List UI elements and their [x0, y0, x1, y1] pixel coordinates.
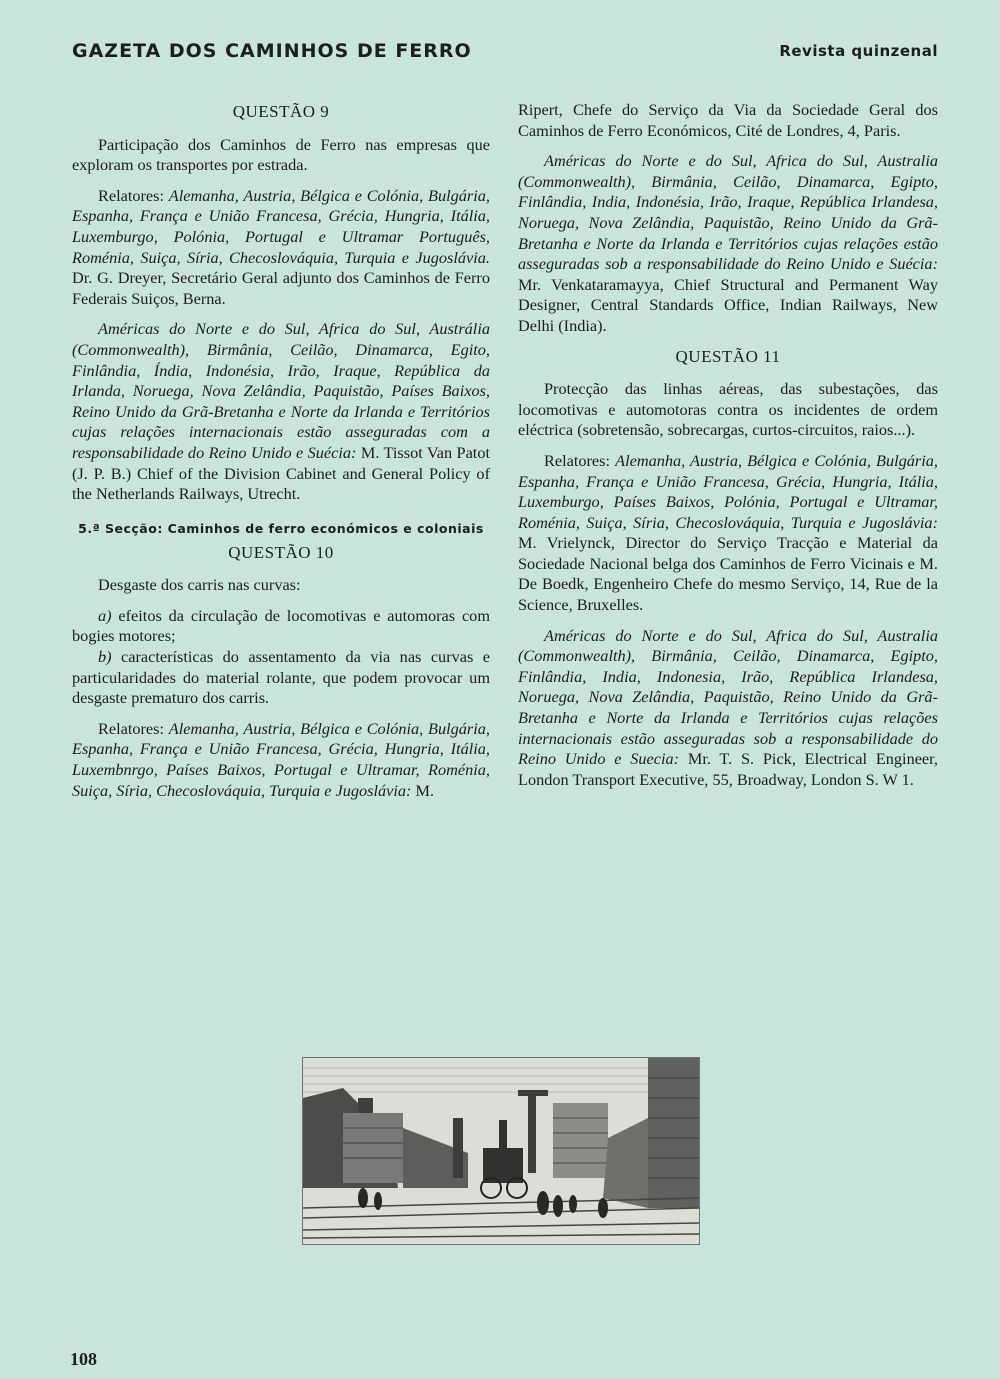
question-10-reporters-commonwealth: Américas do Norte e do Sul, Africa do Sul, Australia (Commonwealth), Birmânia, Ceilão, Dinamarca, Egipto, Finlândia, India, Indonésia, Irão, Iraque, República Irlandesa, Noruega, Nova Zelândia, Paquistão, Reino Unido da Grã-Bretanha e Norte da Irlanda e Territórios cujas relações estão asseguradas sob a responsabilidade do Reino Unido e Suécia: Mr. Venkataramayya, Chief Structural and Permanent Way Designer, Central Standards Office, Indian Railways, New Delhi (India). [518, 151, 938, 335]
question-11-description: Protecção das linhas aéreas, das subestações, das locomotivas e automotoras contra os incidentes de ordem eléctrica (sobretensão, sobrecargas, curtos-circuitos, raios...). [518, 379, 938, 440]
question-11-reporters-europe: Relatores: Alemanha, Austria, Bélgica e Colónia, Bulgária, Espanha, França e União Francesa, Grécia, Hungria, Itália, Luxemburgo, Países Baixos, Polónia, Portugal e Ultramar, Roménia, Suiça, Síria, Checoslováquia, Turquia e Jugoslávia: M. Vrielynck, Director do Serviço Tracção e Material da Sociedade Nacional belga dos Caminhos de Ferro Vicinais e M. De Boedk, Engenheiro Chefe do mesmo Serviço, 14, Rue de la Science, Bruxelles. [518, 450, 938, 615]
left-column [72, 100, 490, 811]
page-number: 108 [70, 1349, 97, 1369]
engraving-illustration [303, 1058, 699, 1244]
question-9-description: Participação dos Caminhos de Ferro nas empresas que exploram os transportes por estrada. [72, 134, 490, 175]
question-9-reporters-commonwealth: Américas do Norte e do Sul, Africa do Sul, Austrália (Commonwealth), Birmânia, Ceilão, Dinamarca, Egito, Finlândia, Índia, Indonésia, Irão, Iraque, República da Irlanda, Noruega, Nova Zelândia, Paquistão, Países Baixos, Reino Unido da Grã-Bretanha e Norte da Irlanda e Territórios cujas relações internacionais estão asseguradas com a responsabilidade do Reino Unido e Suécia: M. Tissot Van Patot (J. P. B.) Chief of the Division Cabinet and General Policy of the Netherlands Railways, Utrecht. [72, 319, 490, 504]
railway-station-engraving [302, 1057, 700, 1245]
question-10-item-b: b) características do assentamento da via nas curvas e particularidades do material rolante, que podem provocar um desgaste prematuro dos carris. [72, 647, 490, 708]
question-10-title: QUESTÃO 10 [228, 542, 334, 562]
question-11-title: QUESTÃO 11 [675, 346, 781, 366]
question-9-title: QUESTÃO 9 [232, 102, 330, 121]
question-9-reporters-europe: Relatores: Alemanha, Austria, Bélgica e Colónia, Bulgária, Espanha, França e União Francesa, Grécia, Hungria, Itália, Luxemburgo, Polónia, Portugal e Ultramar Português, Roménia, Suiça, Síria, Checoslováquia, Turquia e Jugoslávia. Dr. G. Dreyer, Secretário Geral adjunto dos Caminhos de Ferro Federais Suiços, Berna. [72, 185, 490, 308]
right-column [518, 100, 938, 800]
publication-subtitle: Revista quinzenal [779, 42, 938, 60]
question-10-item-a: a) efeitos da circulação de locomotivas e automoras com bogies motores; [72, 605, 490, 646]
question-10-reporter-continued: Ripert, Chefe do Serviço da Via da Sociedade Geral dos Caminhos de Ferro Económicos, Cité de Londres, 4, Paris. [518, 100, 938, 140]
page-header [72, 40, 938, 70]
question-11-reporters-commonwealth: Américas do Norte e do Sul, Africa do Sul, Australia (Commonwealth), Birmânia, Ceilão, Dinamarca, Egipto, Finlândia, India, Indonesia, Irão, República Irlandesa, Noruega, Nova Zelândia, Paquistão, Reino Unido da Grã-Bretanha e Norte da Irlanda e Territórios cujas relações internacionais estão asseguradas sob a responsabilidade do Reino Unido e Suecia: Mr. T. S. Pick, Electrical Engineer, London Transport Executive, 55, Broadway, London S. W 1. [518, 625, 938, 789]
question-10-reporters-europe: Relatores: Alemanha, Austria, Bélgica e Colónia, Bulgária, Espanha, França e União Francesa, Grécia, Hungria, Itália, Luxembnrgo, Países Baixos, Portugal e Ultramar, Roménia, Suiça, Síria, Checoslováquia, Turquia e Jugoslávia: M. [72, 718, 490, 800]
section-5-heading: 5.ª Secção: Caminhos de ferro económicos e coloniais [78, 520, 484, 536]
question-10-description: Desgaste dos carris nas curvas: [98, 575, 301, 595]
publication-title: GAZETA DOS CAMINHOS DE FERRO [72, 40, 472, 62]
